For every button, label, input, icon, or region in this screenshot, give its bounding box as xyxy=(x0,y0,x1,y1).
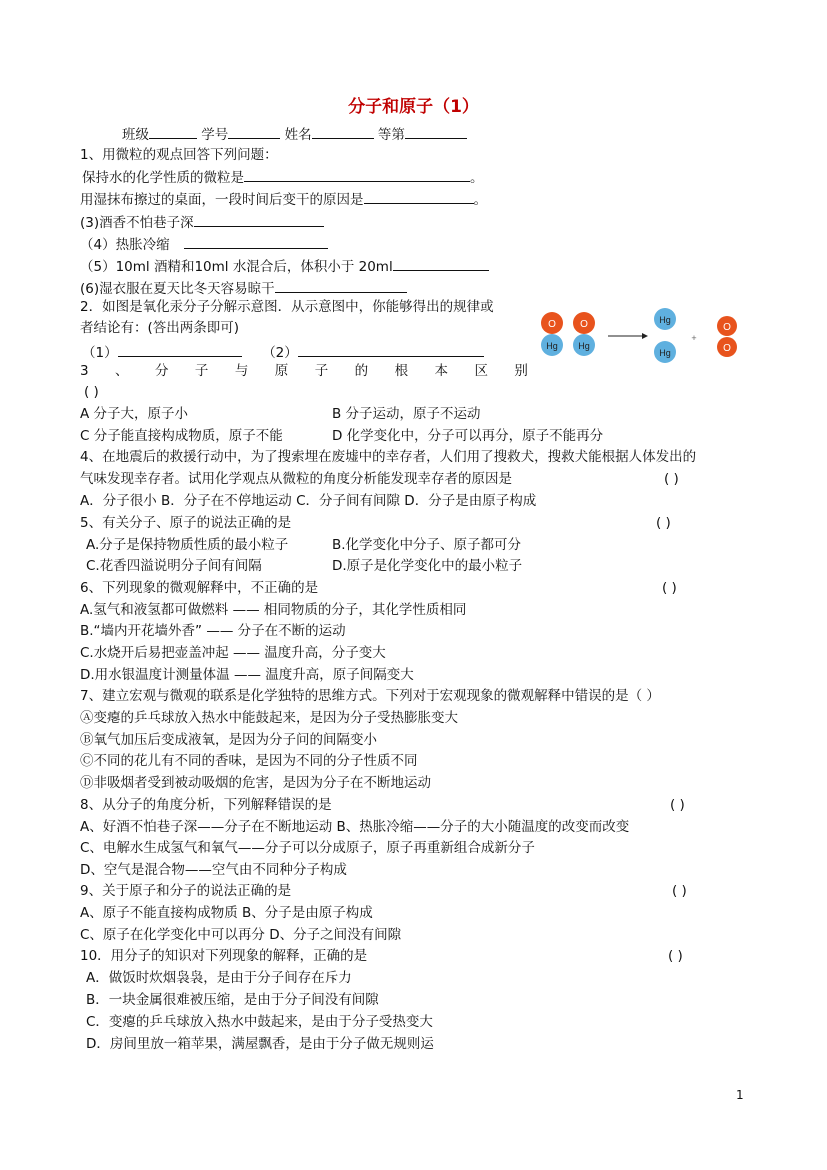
q2-blank2[interactable] xyxy=(298,342,484,357)
reaction-arrow xyxy=(608,333,648,339)
page-number: 1 xyxy=(736,1088,744,1102)
oxygen-molecule-product xyxy=(717,316,737,357)
q3-option-c[interactable]: C 分子能直接构成物质，原子不能 xyxy=(80,428,283,444)
q1-b-text: 用湿抹布擦过的桌面，一段时间后变干的原因是 xyxy=(80,192,364,208)
mercury-symbol: Hg xyxy=(578,341,590,351)
q5-option-a[interactable]: A.分子是保持物质性质的最小粒子 xyxy=(86,537,289,553)
q8-answer-paren[interactable]: ( ) xyxy=(670,797,685,813)
q1-item-a xyxy=(82,167,484,187)
q6-answer-paren[interactable]: ( ) xyxy=(662,580,677,596)
q7-stem: 7、建立宏观与微观的联系是化学独特的思维方式。下列对于宏观现象的微观解释中错误的是（ ） xyxy=(80,688,660,704)
q3-stem-char: 别 xyxy=(514,363,528,379)
q6-option-c[interactable]: C.水烧开后易把壶盖冲起 —— 温度升高，分子变大 xyxy=(80,645,386,661)
q6-option-d[interactable]: D.用水银温度计测量体温 —— 温度升高，原子间隔变大 xyxy=(80,667,414,683)
q2-blank2-label: （2） xyxy=(262,345,298,361)
class-blank[interactable] xyxy=(149,124,197,139)
q2-blank1[interactable] xyxy=(118,342,242,357)
q3-stem-char: 原 xyxy=(274,363,289,379)
q1-f-blank[interactable] xyxy=(275,278,407,293)
q1-c-blank[interactable] xyxy=(194,212,324,227)
mercury-symbol: Hg xyxy=(546,341,558,351)
oxygen-symbol: O xyxy=(723,343,731,354)
class-label: 班级 xyxy=(122,127,149,143)
hgo-molecule-2 xyxy=(573,312,595,356)
q3-stem-char: 子 xyxy=(194,363,209,379)
q1-e-blank[interactable] xyxy=(393,256,489,271)
q5-stem: 5、有关分子、原子的说法正确的是 xyxy=(80,515,292,531)
q8-option-d[interactable]: D、空气是混合物——空气由不同种分子构成 xyxy=(80,862,347,878)
header-fields xyxy=(122,124,467,144)
q3-stem-char: 3 xyxy=(80,363,89,379)
q3-stem-char: 的 xyxy=(354,363,369,379)
q1-d-text: （4）热胀冷缩 xyxy=(80,237,170,253)
q10-option-a[interactable]: A．做饭时炊烟袅袅，是由于分子间存在斥力 xyxy=(86,970,352,986)
q1-item-c xyxy=(80,212,324,232)
q1-b-blank[interactable] xyxy=(364,189,474,204)
mercury-symbol: Hg xyxy=(659,315,671,325)
q5-option-b[interactable]: B.化学变化中分子、原子都可分 xyxy=(332,537,522,553)
number-blank[interactable] xyxy=(228,124,280,139)
q9-stem: 9、关于原子和分子的说法正确的是 xyxy=(80,883,292,899)
mercury-symbol: Hg xyxy=(659,348,671,358)
q9-options-cd[interactable]: C、原子在化学变化中可以再分 D、分子之间没有间隙 xyxy=(80,927,402,943)
q1-b-tail: 。 xyxy=(473,192,487,208)
q6-stem: 6、下列现象的微观解释中，不正确的是 xyxy=(80,580,319,596)
hgo-molecule-1 xyxy=(541,312,563,356)
q3-answer-paren[interactable]: ( ) xyxy=(84,384,99,400)
oxygen-symbol: O xyxy=(723,322,731,333)
oxygen-symbol: O xyxy=(580,319,588,330)
q3-stem-char: 区 xyxy=(474,363,488,379)
q9-answer-paren[interactable]: ( ) xyxy=(672,883,687,899)
q7-option-b[interactable]: Ⓑ氧气加压后变成液氧，是因为分子问的间隔变小 xyxy=(80,732,377,748)
page-title: 分子和原子（1） xyxy=(348,97,479,117)
oxygen-symbol: O xyxy=(548,319,556,330)
q1-a-text: 保持水的化学性质的微粒是 xyxy=(82,170,244,186)
q3-option-a[interactable]: A 分子大，原子小 xyxy=(80,406,189,422)
q2-blank1-label: （1） xyxy=(82,345,118,361)
q1-stem: 1、用微粒的观点回答下列问题： xyxy=(80,147,278,163)
grade-label: 等第 xyxy=(377,127,405,143)
q7-option-a[interactable]: Ⓐ变瘪的乒乓球放入热水中能鼓起来，是因为分子受热膨胀变大 xyxy=(80,710,458,726)
q7-option-c[interactable]: Ⓒ不同的花儿有不同的香味，是因为不同的分子性质不同 xyxy=(80,753,418,769)
q4-stem-line1: 4、在地震后的救援行动中，为了搜索埋在废墟中的幸存者，人们用了搜救犬，搜救犬能根据人体发出的 xyxy=(80,449,697,465)
name-label: 姓名 xyxy=(284,127,312,143)
q10-option-c[interactable]: C．变瘪的乒乓球放入热水中鼓起来，是由于分子受热变大 xyxy=(86,1014,433,1030)
q7-option-d[interactable]: Ⓓ非吸烟者受到被动吸烟的危害，是因为分子在不断地运动 xyxy=(80,775,431,791)
q3-stem xyxy=(80,362,528,380)
q2-blanks xyxy=(82,342,484,362)
q2-stem-line1: 2．如图是氧化汞分子分解示意图．从示意图中，你能够得出的规律或 xyxy=(80,299,494,315)
q4-answer-paren[interactable]: ( ) xyxy=(664,471,679,487)
grade-blank[interactable] xyxy=(405,124,467,139)
q9-options-ab[interactable]: A、原子不能直接构成物质 B、分子是由原子构成 xyxy=(80,905,373,921)
mercury-oxide-decomposition-diagram xyxy=(530,300,770,380)
q3-stem-char: 、 xyxy=(115,363,129,379)
q1-item-b xyxy=(80,189,487,209)
q5-answer-paren[interactable]: ( ) xyxy=(656,515,671,531)
q3-stem-char: 本 xyxy=(434,363,449,379)
q8-option-c[interactable]: C、电解水生成氢气和氧气——分子可以分成原子，原子再重新组合成新分子 xyxy=(80,840,535,856)
q10-option-d[interactable]: D．房间里放一箱苹果，满屋飘香，是由于分子做无规则运 xyxy=(86,1036,434,1052)
q3-stem-char: 子 xyxy=(314,363,329,379)
q2-stem-line2: 者结论有：(答出两条即可) xyxy=(80,320,240,336)
q3-stem-char: 分 xyxy=(154,363,169,379)
q3-stem-char: 与 xyxy=(234,363,249,379)
q1-c-text: (3)酒香不怕巷子深 xyxy=(80,215,194,231)
q5-option-c[interactable]: C.花香四溢说明分子间有间隔 xyxy=(86,558,262,574)
mercury-atoms-product xyxy=(654,308,676,363)
q1-a-tail: 。 xyxy=(470,170,484,186)
plus-sign: + xyxy=(691,333,697,343)
q6-option-b[interactable]: B.“墙内开花墙外香” —— 分子在不断的运动 xyxy=(80,623,346,639)
q3-option-b[interactable]: B 分子运动，原子不运动 xyxy=(332,406,481,422)
q10-answer-paren[interactable]: ( ) xyxy=(668,948,683,964)
q1-d-blank[interactable] xyxy=(184,234,328,249)
q1-item-f xyxy=(80,278,407,298)
number-label: 学号 xyxy=(201,127,229,143)
q1-item-e xyxy=(80,256,489,276)
name-blank[interactable] xyxy=(312,124,374,139)
q1-e-text: （5）10ml 酒精和10ml 水混合后，体积小于 20ml xyxy=(80,259,393,275)
q4-stem-line2: 气味发现幸存者。试用化学观点从微粒的角度分析能发现幸存者的原因是 xyxy=(80,471,512,487)
q4-options[interactable]: A．分子很小 B．分子在不停地运动 C．分子间有间隙 D．分子是由原子构成 xyxy=(80,493,537,509)
q8-stem: 8、从分子的角度分析，下列解释错误的是 xyxy=(80,797,332,813)
q10-option-b[interactable]: B．一块金属很难被压缩，是由于分子间没有间隙 xyxy=(86,992,379,1008)
q3-stem-char: 根 xyxy=(394,363,409,379)
q3-option-d[interactable]: D 化学变化中，分子可以再分，原子不能再分 xyxy=(332,428,604,444)
q1-f-text: (6)湿衣服在夏天比冬天容易晾干 xyxy=(80,281,275,297)
q8-options-ab[interactable]: A、好酒不怕巷子深——分子在不断地运动 B、热胀冷缩——分子的大小随温度的改变而改变 xyxy=(80,819,630,835)
q5-option-d[interactable]: D.原子是化学变化中的最小粒子 xyxy=(332,558,523,574)
q6-option-a[interactable]: A.氢气和液氢都可做燃料 —— 相同物质的分子，其化学性质相同 xyxy=(80,602,467,618)
q10-stem: 10．用分子的知识对下列现象的解释，正确的是 xyxy=(80,948,368,964)
q1-item-d xyxy=(80,234,328,254)
q1-a-blank[interactable] xyxy=(244,167,470,182)
